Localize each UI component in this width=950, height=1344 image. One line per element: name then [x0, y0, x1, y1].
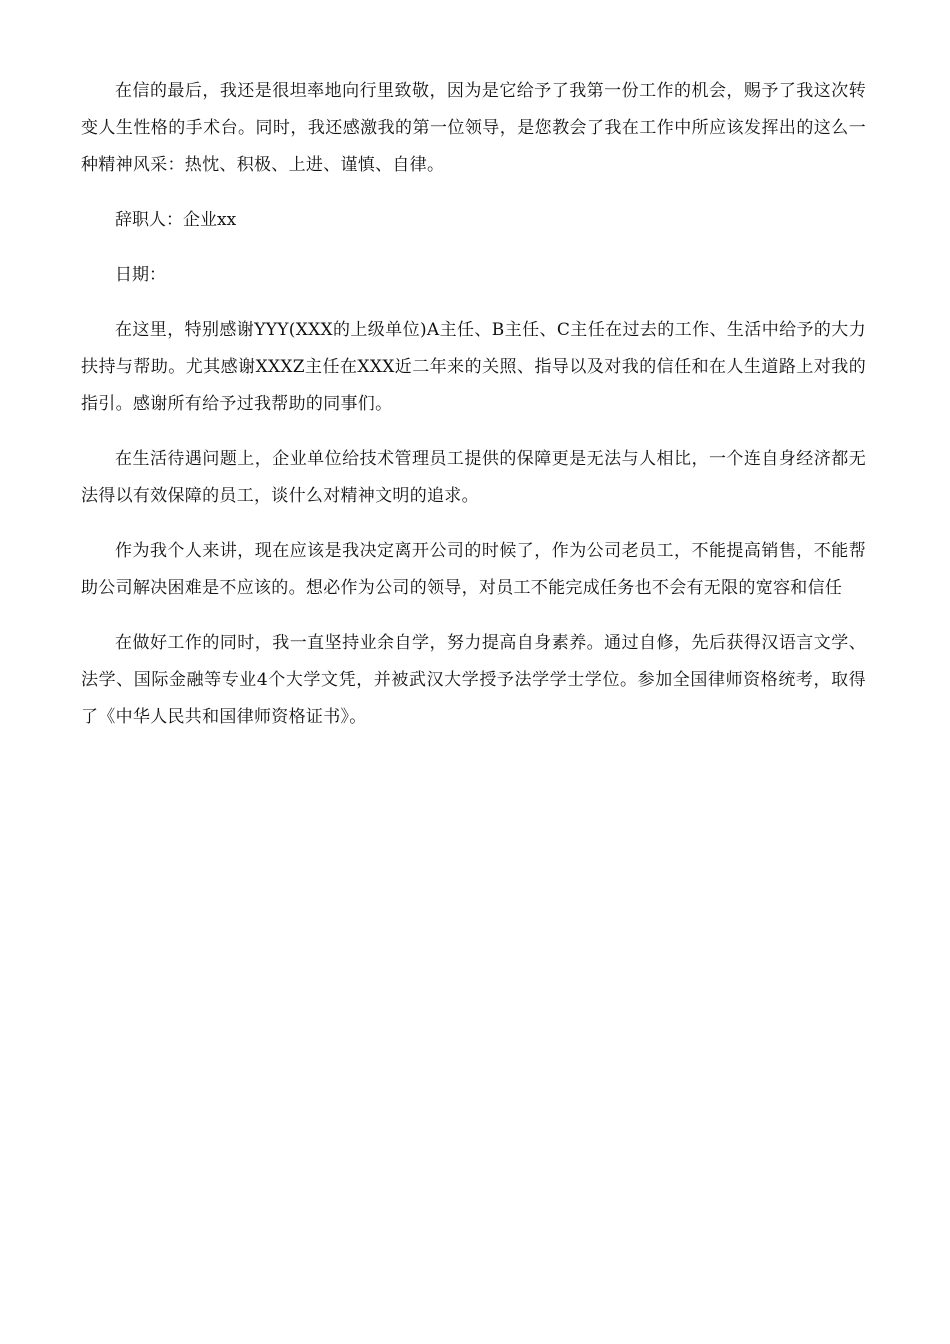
date-line: 日期：: [115, 265, 166, 285]
paragraph-thanks-leaders: 在这里，特别感谢YYY(XXX的上级单位)A主任、B主任、C主任在过去的工作、生活中给予的大力扶持与帮助。尤其感谢XXXZ主任在XXX近二年来的关照、指导以及对我的信任和在人生道路上对我的指引。感谢所有给予过我帮助的同事们。: [81, 320, 866, 414]
paragraph-living-conditions: 在生活待遇问题上，企业单位给技术管理员工提供的保障更是无法与人相比，一个连自身经济都无法得以有效保障的员工，谈什么对精神文明的追求。: [81, 449, 866, 506]
signature-line: 辞职人：企业xx: [115, 210, 237, 230]
paragraph-gratitude-to-bank: 在信的最后，我还是很坦率地向行里致敬，因为是它给予了我第一份工作的机会，赐予了我这次转变人生性格的手术台。同时，我还感激我的第一位领导，是您教会了我在工作中所应该发挥出的这么一种精神风采：热忱、积极、上进、谨慎、自律。: [81, 81, 866, 175]
paragraph-self-study: 在做好工作的同时，我一直坚持业余自学，努力提高自身素养。通过自修，先后获得汉语言文学、法学、国际金融等专业4个大学文凭，并被武汉大学授予法学学士学位。参加全国律师资格统考，取得了《中华人民共和国律师资格证书》。: [81, 633, 866, 727]
paragraph-personal-decision: 作为我个人来讲，现在应该是我决定离开公司的时候了，作为公司老员工，不能提高销售，不能帮助公司解决困难是不应该的。想必作为公司的领导，对员工不能完成任务也不会有无限的宽容和信任: [81, 541, 866, 598]
document-body: [81, 73, 866, 754]
